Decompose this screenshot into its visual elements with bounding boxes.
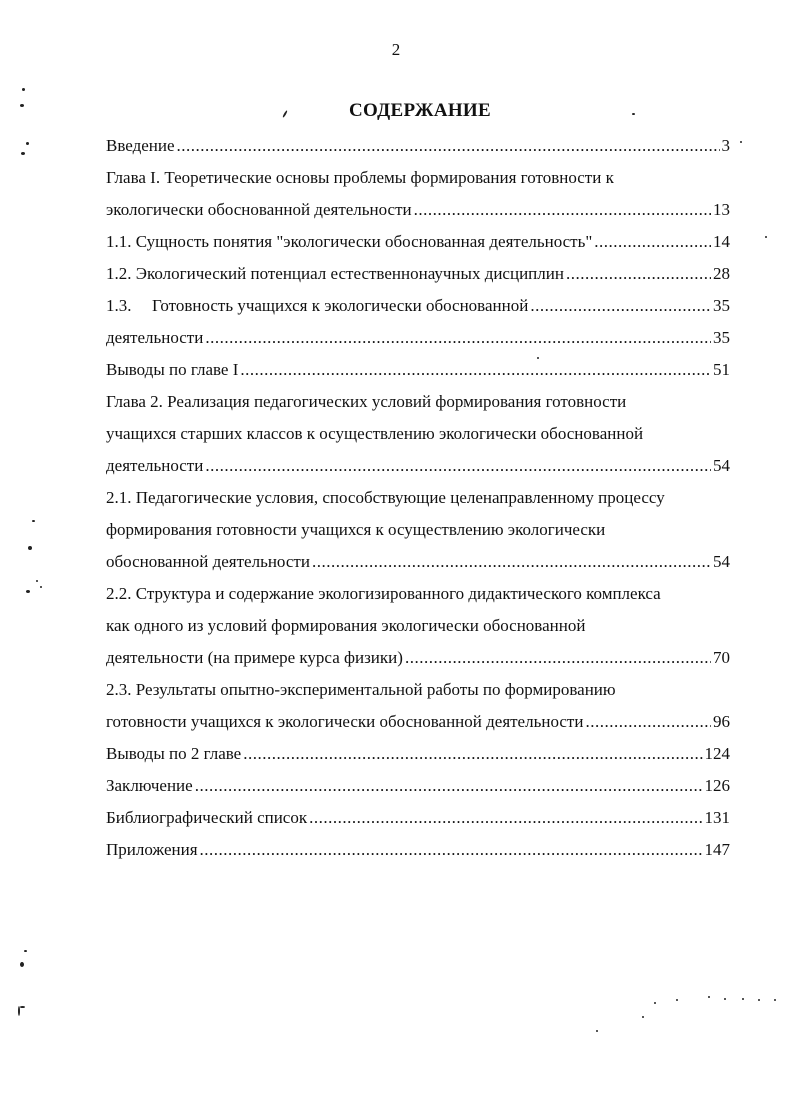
scan-speck [20,1006,25,1008]
toc-entry-title: Библиографический список [106,808,308,827]
scan-speck [28,546,32,550]
dot-leader [530,290,711,322]
toc-section-number: 1.3. [106,296,132,315]
dot-leader [177,130,720,162]
toc-entry-page: 35 [713,328,730,347]
dot-leader [405,642,711,674]
toc-entry-page: 131 [704,808,730,827]
scan-speck [26,142,29,145]
scan-speck [20,104,24,107]
scan-speck [642,1016,644,1018]
dot-leader [200,834,703,866]
page-title: СОДЕРЖАНИЕ [349,100,491,121]
toc-section-1-3-cont [106,322,730,354]
dot-leader [205,450,711,482]
scan-speck [774,999,776,1001]
scan-speck [21,152,25,155]
page-number: 2 [391,40,401,59]
toc-entry-page: 70 [713,648,730,667]
scan-speck [537,357,539,359]
dot-leader [309,802,702,834]
toc-entry-page: 13 [713,200,730,219]
scan-speck [32,520,35,522]
toc-conclusions-2 [106,738,730,770]
toc-section-1-3 [106,290,730,322]
scan-speck [740,141,742,143]
dot-leader [195,770,703,802]
toc-chapter-2-line-2: учащихся старших классов к осуществлению экологически обоснованной [106,424,644,443]
dot-leader [240,354,711,386]
toc-entry-title: готовности учащихся к экологически обоснованной деятельности [106,712,584,731]
toc-entry-page: 14 [713,232,730,251]
toc-entry-title: Готовность учащихся к экологически обоснованной [152,296,529,315]
scan-speck [22,88,25,91]
toc-entry-title: Выводы по 2 главе [106,744,242,763]
toc-entry-title: 1.1. Сущность понятия "экологически обоснованная деятельность" [106,232,593,251]
scan-speck [20,962,24,967]
toc-entry-page: 126 [704,776,730,795]
dot-leader [312,546,711,578]
toc-entry-title: Приложения [106,840,198,859]
toc-entry-title: деятельности [106,456,204,475]
toc-entry-page: 35 [713,296,730,315]
scan-speck [632,113,635,115]
toc-entry-page: 3 [721,136,730,155]
toc-entry-page: 96 [713,712,730,731]
toc-entry-page: 51 [713,360,730,379]
scan-speck [40,586,42,588]
toc-section-2-2-line-1: 2.2. Структура и содержание экологизированного дидактического комплекса [106,584,661,603]
scan-speck [708,996,710,998]
toc-entry-title: обоснованной деятельности [106,552,310,571]
scan-speck [724,998,726,1000]
scan-speck [654,1002,656,1004]
toc-section-2-1 [106,546,730,578]
toc-entry-title: экологически обоснованной деятельности [106,200,412,219]
toc-section-2-2 [106,642,730,674]
scan-speck [676,999,678,1001]
scan-speck [24,950,27,952]
toc-chapter-2 [106,450,730,482]
scan-speck [596,1030,598,1032]
scan-speck [26,590,30,593]
toc-entry-page: 54 [713,456,730,475]
toc-entry-page: 147 [704,840,730,859]
toc-entry-title: Заключение [106,776,193,795]
toc-entry-title: Введение [106,136,175,155]
dot-leader [243,738,702,770]
toc-chapter-1-line-1: Глава I. Теоретические основы проблемы формирования готовности к [106,168,614,187]
dot-leader [594,226,711,258]
toc-section-2-3-line-1: 2.3. Результаты опытно-экспериментальной работы по формированию [106,680,616,699]
toc-section-2-3 [106,706,730,738]
scan-speck [758,999,760,1001]
scan-speck [765,236,767,238]
toc-section-1-1 [106,226,730,258]
toc-entry-title: Выводы по главе I [106,360,239,379]
toc-section-2-1-line-1: 2.1. Педагогические условия, способствующие целенаправленному процессу [106,488,665,507]
scan-speck [742,998,744,1000]
dot-leader [566,258,711,290]
toc-section-1-2 [106,258,730,290]
toc-bibliography [106,802,730,834]
toc-section-2-1-line-2: формирования готовности учащихся к осуществлению экологически [106,520,606,539]
dot-leader [585,706,711,738]
table-of-contents [106,130,730,866]
toc-entry-title: деятельности (на примере курса физики) [106,648,403,667]
dot-leader [205,322,711,354]
toc-entry-title: 1.2. Экологический потенциал естественнонаучных дисциплин [106,264,564,283]
toc-chapter-1 [106,194,730,226]
toc-entry-page: 54 [713,552,730,571]
toc-entry-page: 28 [713,264,730,283]
toc-appendix [106,834,730,866]
scan-speck [36,580,38,582]
toc-chapter-2-line-1: Глава 2. Реализация педагогических условий формирования готовности [106,392,627,411]
dot-leader [414,194,711,226]
toc-entry-intro [106,130,730,162]
toc-section-2-2-line-2: как одного из условий формирования экологически обоснованной [106,616,586,635]
toc-entry-title: деятельности [106,328,204,347]
toc-conclusion [106,770,730,802]
toc-conclusions-1 [106,354,730,386]
toc-entry-page: 124 [704,744,730,763]
